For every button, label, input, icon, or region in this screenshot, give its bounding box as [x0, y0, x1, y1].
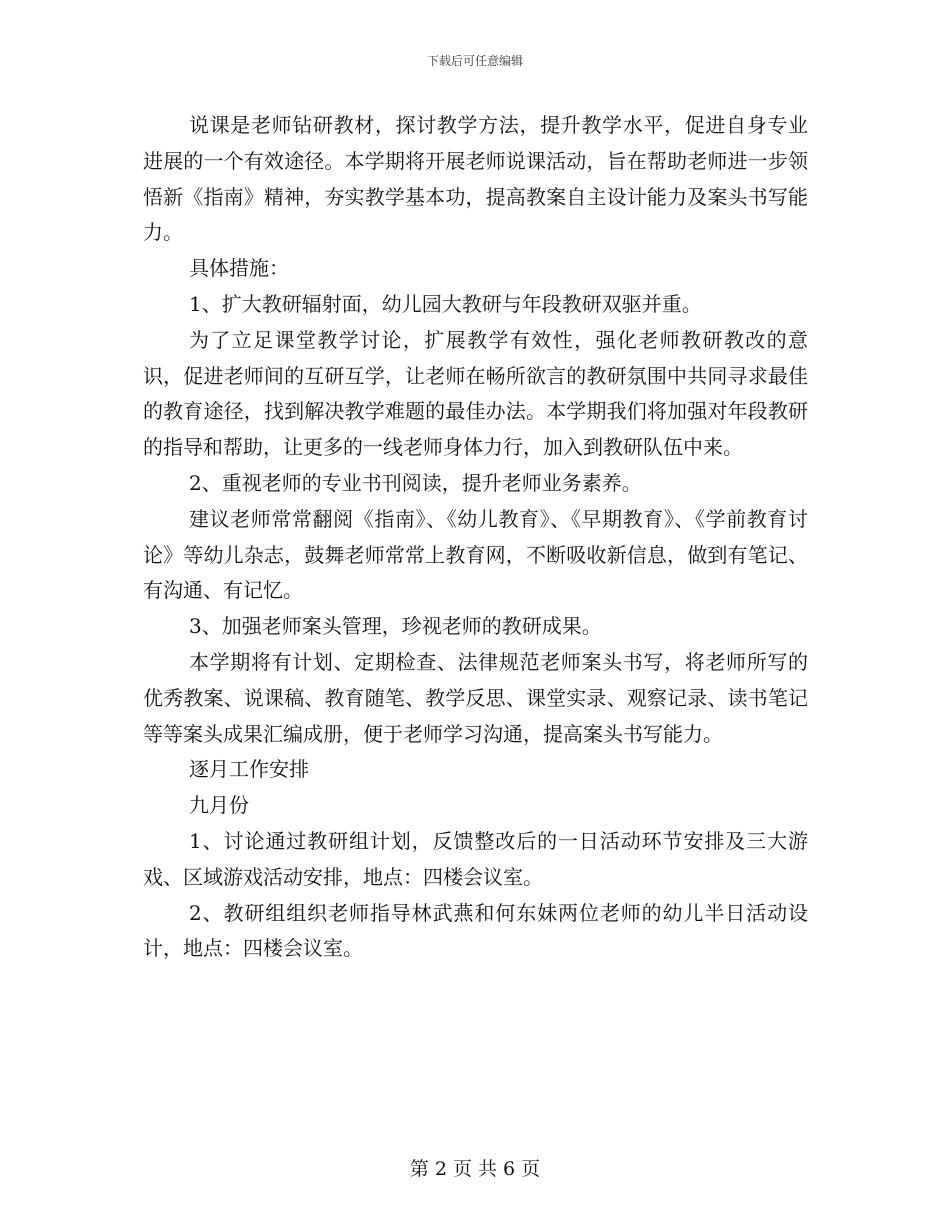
paragraph-2: 具体措施：: [189, 256, 289, 281]
paragraph-7: 3、加强老师案头管理，珍视老师的教研成果。: [189, 614, 602, 639]
page-number: 第 2 页 共 6 页: [409, 1158, 541, 1180]
paragraph-1: 说课是老师钻研教材，探讨教学方法，提升教学水平，促进自身专业进展的一个有效途径。本学期将开展老师说课活动，旨在帮助老师进一步领悟新《指南》精神，夯实教学基本功，提高教案自主设计能力及案头书写能力。: [143, 113, 808, 245]
paragraph-4: 为了立足课堂教学讨论，扩展教学有效性，强化老师教研教改的意识，促进老师间的互研互学，让老师在畅所欲言的教研氛围中共同寻求最佳的教育途径，找到解决教学难题的最佳办法。本学期我们将加强对年段教研的指导和帮助，让更多的一线老师身体力行，加入到教研队伍中来。: [143, 327, 808, 460]
paragraph-3: 1、扩大教研辐射面，幼儿园大教研与年段教研双驱并重。: [189, 291, 702, 316]
document-body: [143, 108, 808, 967]
paragraph-6: 建议老师常常翻阅《指南》、《幼儿教育》、《早期教育》、《学前教育讨论》等幼儿杂志，鼓舞老师常常上教育网，不断吸收新信息，做到有笔记、有沟通、有记忆。: [143, 506, 808, 603]
paragraph-11: 1、讨论通过教研组计划，反馈整改后的一日活动环节安排及三大游戏、区域游戏活动安排，地点：四楼会议室。: [143, 828, 808, 889]
page-header-note: 下载后可任意编辑: [426, 54, 523, 68]
paragraph-5: 2、重视老师的专业书刊阅读，提升老师业务素养。: [189, 470, 642, 495]
paragraph-9: 逐月工作安排: [189, 757, 309, 782]
paragraph-10: 九月份: [189, 793, 249, 818]
paragraph-8: 本学期将有计划、定期检查、法律规范老师案头书写，将老师所写的优秀教案、说课稿、教育随笔、教学反思、课堂实录、观察记录、读书笔记等等案头成果汇编成册，便于老师学习沟通，提高案头书写能力。: [143, 649, 808, 746]
paragraph-12: 2、教研组组织老师指导林武燕和何东妹两位老师的幼儿半日活动设计，地点：四楼会议室。: [143, 900, 808, 961]
